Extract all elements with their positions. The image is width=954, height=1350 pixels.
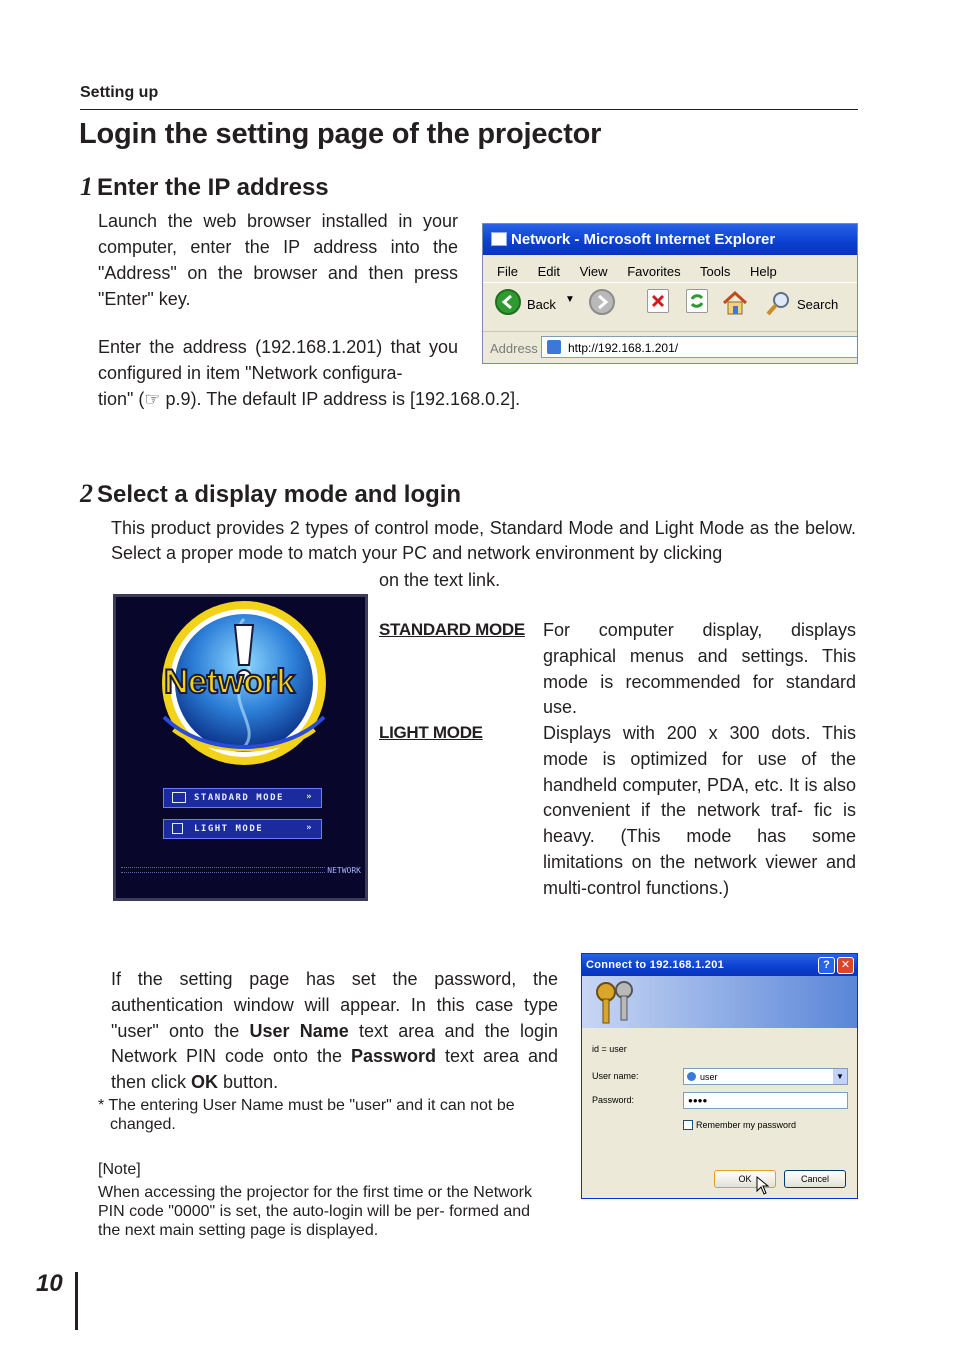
browser-toolbar — [483, 282, 857, 324]
step1-default-ip-paragraph: tion" (☞ p.9). The default IP address is [192.168.0.2]. — [98, 389, 521, 409]
standard-mode-description: For computer display, displays graphical menus and settings. This mode is recommended for standard use. — [543, 620, 856, 718]
panel-footer-label: NETWORK — [327, 866, 361, 875]
note-text: When accessing the projector for the first time or the Network PIN code "0000" is set, the auto-login will be per- formed and the next main setting page is displayed. — [98, 1184, 532, 1239]
search-button[interactable]: Search — [797, 297, 839, 312]
login-dialog-title: Connect to 192.168.1.201 — [586, 959, 725, 971]
step2-intro: This product provides 2 types of control mode, Standard Mode and Light Mode as the below. Select a proper mode to match your PC and network environment by clicking — [111, 518, 856, 563]
menu-view[interactable]: View — [579, 264, 608, 279]
auth-text-1: If the setting page has set the password, the authentication window will appear. In this case type "user" onto the — [111, 969, 558, 1041]
remember-label: Remember my password — [696, 1120, 797, 1130]
panel-footer-line — [121, 867, 359, 873]
step1-paragraph: Launch the web browser installed in your computer, enter the IP address into the "Address" on the browser and then press "Enter" key. — [98, 211, 458, 309]
auth-text-4: button. — [218, 1072, 279, 1093]
note-title: [Note] — [98, 1161, 141, 1178]
ok-button[interactable]: OK — [714, 1170, 776, 1188]
browser-titlebar — [483, 224, 857, 255]
user-icon — [687, 1072, 696, 1081]
help-button[interactable]: ? — [818, 957, 835, 974]
ie-window-icon — [491, 232, 507, 246]
menu-help[interactable]: Help — [750, 264, 777, 279]
step2-title: Select a display mode and login — [97, 481, 462, 508]
monitor-icon — [172, 792, 186, 803]
standard-mode-button[interactable] — [163, 788, 322, 808]
double-chevron-right-icon: » — [306, 823, 313, 833]
keys-icon — [592, 978, 652, 1028]
mouse-cursor-icon — [756, 1176, 770, 1196]
home-icon[interactable] — [721, 289, 749, 317]
menu-edit[interactable]: Edit — [537, 264, 560, 279]
pda-icon — [172, 823, 183, 834]
light-mode-button[interactable] — [163, 819, 322, 839]
network-logo-text: Network — [164, 663, 295, 701]
standard-mode-link[interactable]: STANDARD MODE — [379, 620, 525, 639]
back-button[interactable]: Back — [527, 297, 556, 312]
back-dropdown-icon[interactable]: ▼ — [565, 294, 575, 305]
page-icon — [547, 340, 561, 354]
login-dialog — [581, 953, 858, 1199]
step1-title: Enter the IP address — [97, 174, 329, 201]
cancel-button[interactable]: Cancel — [784, 1170, 846, 1188]
auth-footnote: * The entering User Name must be "user" and it can not be changed. — [98, 1097, 515, 1133]
address-label: Address — [490, 341, 538, 356]
auth-text-3: text area and then click — [111, 1046, 558, 1093]
refresh-icon[interactable] — [686, 289, 708, 313]
browser-menubar — [483, 256, 857, 280]
page-number: 10 — [36, 1270, 63, 1297]
user-name-label: User name: — [592, 1071, 639, 1081]
step2-number: 2 — [80, 479, 93, 508]
page-title: Login the setting page of the projector — [79, 118, 602, 150]
network-mode-panel — [113, 594, 368, 901]
menu-tools[interactable]: Tools — [700, 264, 731, 279]
chevron-down-icon[interactable]: ▼ — [833, 1069, 847, 1084]
login-banner — [582, 976, 857, 1028]
password-label: Password: — [592, 1095, 635, 1105]
password-input[interactable]: ●●●● — [683, 1092, 848, 1109]
light-mode-link[interactable]: LIGHT MODE — [379, 723, 483, 742]
address-value: http://192.168.1.201/ — [568, 341, 679, 355]
light-mode-button-label: LIGHT MODE — [194, 824, 264, 834]
menu-favorites[interactable]: Favorites — [627, 264, 681, 279]
remember-checkbox[interactable] — [683, 1120, 693, 1130]
auth-password-term: Password — [350, 1046, 437, 1067]
auth-user-name-term: User Name — [249, 1020, 349, 1041]
login-id-line: id = user — [592, 1044, 627, 1054]
auth-ok-term: OK — [191, 1072, 219, 1093]
browser-window — [482, 223, 858, 364]
address-bar — [483, 331, 857, 364]
user-name-value: user — [700, 1072, 718, 1082]
section-divider — [80, 109, 858, 110]
address-input[interactable] — [541, 336, 858, 358]
forward-arrow-icon[interactable] — [589, 289, 615, 315]
back-arrow-icon[interactable] — [495, 289, 521, 315]
light-mode-description: Displays with 200 x 300 dots. This mode is optimized for use of the handheld computer, PDA, etc. It is also convenient if the network traf- fic is heavy. (This mode has some limitations on the network viewer and multi-control functions.) — [543, 723, 856, 898]
step1-number: 1 — [80, 172, 93, 201]
standard-mode-button-label: STANDARD MODE — [194, 793, 284, 803]
close-button[interactable]: ✕ — [837, 957, 854, 974]
login-dialog-titlebar — [582, 954, 857, 976]
step2-intro-end: on the text link. — [379, 570, 501, 590]
search-icon[interactable] — [764, 289, 794, 319]
step1-address-paragraph: Enter the address (192.168.1.201) that you configured in item "Network configura- — [98, 337, 458, 383]
step1-heading — [80, 172, 329, 202]
stop-icon[interactable] — [647, 289, 669, 313]
user-name-input[interactable] — [683, 1068, 848, 1085]
auth-paragraph — [111, 967, 558, 1096]
section-label: Setting up — [80, 84, 159, 101]
step2-heading — [80, 479, 461, 509]
auth-text-2: text area and the login Network PIN code onto the — [111, 1020, 558, 1067]
browser-title: Network - Microsoft Internet Explorer — [511, 231, 776, 248]
double-chevron-right-icon: » — [306, 792, 313, 802]
page-number-bar — [75, 1272, 78, 1330]
menu-file[interactable]: File — [497, 264, 518, 279]
